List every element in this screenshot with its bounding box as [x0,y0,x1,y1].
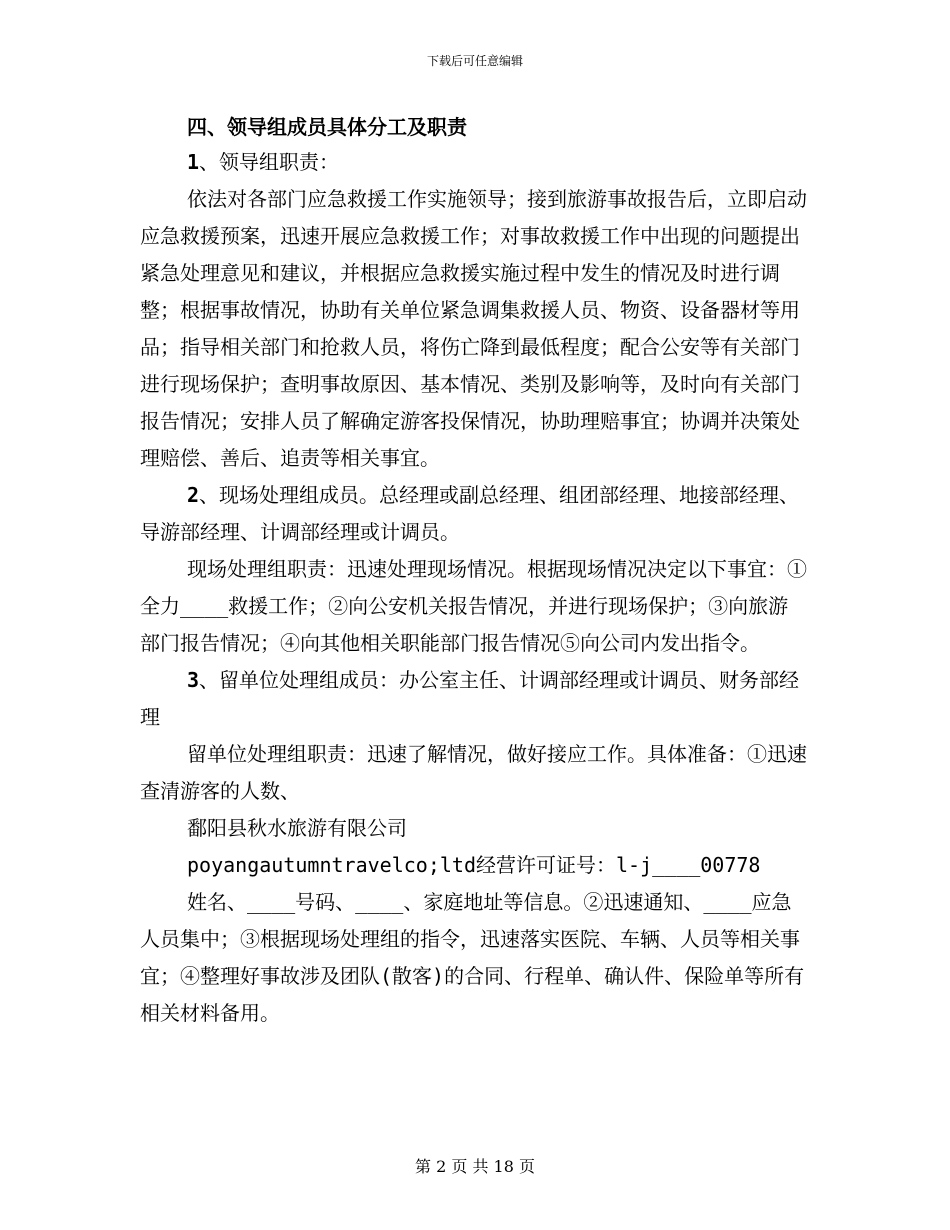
item2-duty: 现场处理组职责：迅速处理现场情况。根据现场情况决定以下事宜：①全力____救援工作；②向公安机关报告情况，并进行现场保护；③向旅游部门报告情况；④向其他相关职能部门报告情况⑤向公司内发出指令。 [140,557,807,655]
item3-duty: 留单位处理组职责：迅速了解情况，做好接应工作。具体准备：①迅速查清游客的人数、 [140,742,807,803]
document-body [140,110,808,1032]
item1-number: 1 [187,150,200,174]
page-footer: 第 2 页 共 18 页 [415,1157,535,1176]
item2-members [140,477,808,551]
item2-number: 2 [187,483,200,507]
item1-body: 依法对各部门应急救援工作实施领导；接到旅游事故报告后，立即启动应急救援预案，迅速开展应急救援工作；对事故救援工作中出现的问题提出紧急处理意见和建议，并根据应急救援实施过程中发生的情况及时进行调整；根据事故情况，协助有关单位紧急调集救援人员、物资、设备器材等用品；指导相关部门和抢救人员，将伤亡降到最低程度；配合公安等有关部门进行现场保护；查明事故原因、基本情况、类别及影响等，及时向有关部门报告情况；安排人员了解确定游客投保情况，协助理赔事宜；协调并决策处理赔偿、善后、追责等相关事宜。 [140,187,807,470]
item2-text: 、现场处理组成员。总经理或副总经理、组团部经理、地接部经理、导游部经理、计调部经理或计调员。 [140,483,800,544]
item3-number: 3 [187,668,200,692]
license-number: poyangautumntravelco;ltd经营许可证号：l-j____00778 [187,853,761,877]
section-title: 四、领导组成员具体分工及职责 [187,115,467,139]
continuation-paragraph: 姓名、____号码、____、家庭地址等信息。②迅速通知、____应急人员集中；③根据现场处理组的指令，迅速落实医院、车辆、人员等相关事宜；④整理好事故涉及团队(散客)的合同、行程单、确认件、保险单等所有相关材料备用。 [140,890,805,1025]
item1-label: 、领导组职责： [199,150,340,174]
item3-text: 、留单位处理组成员：办公室主任、计调部经理或计调员、财务部经理 [140,668,800,729]
page-header: 下载后可任意编辑 [426,54,523,68]
item3-members [140,662,808,736]
company-name: 鄱阳县秋水旅游有限公司 [187,816,407,840]
item1-heading [187,144,808,181]
